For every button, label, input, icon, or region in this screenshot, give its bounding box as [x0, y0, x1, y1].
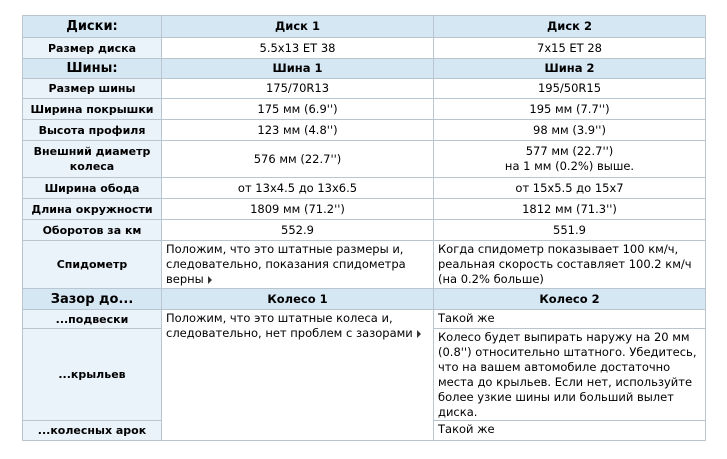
speedometer-row [23, 241, 706, 289]
speedometer-label: Спидометр [23, 241, 162, 289]
clearance-wheel-2-header: Колесо 2 [434, 289, 706, 310]
tire-2-outer-diameter [434, 141, 706, 178]
rim-width-label: Ширина обода [23, 178, 162, 199]
arrow-right-icon[interactable] [417, 330, 421, 338]
tire-1-speedometer-text: Положим, что это штатные размеры и, следовательно, показания спидометра верны [166, 242, 406, 286]
tire-2-header: Шина 2 [434, 59, 706, 79]
tire-1-speedometer [162, 241, 434, 289]
tires-section-label: Шины: [23, 59, 162, 79]
tire-1-circumference: 1809 мм (71.2'') [162, 199, 434, 220]
tire-1-size: 175/70R13 [162, 79, 434, 99]
tire-2-outer-diameter-diff: на 1 мм (0.2%) выше. [504, 159, 635, 173]
tire-2-size: 195/50R15 [434, 79, 706, 99]
fender-clearance-label: ...крыльев [23, 329, 162, 421]
tire-2-outer-diameter-value: 577 мм (22.7'') [525, 144, 614, 158]
table-row [23, 120, 706, 141]
table-row [23, 178, 706, 199]
clearance-wheel-1-header: Колесо 1 [162, 289, 434, 310]
outer-diameter-label: Внешний диаметр колеса [23, 141, 162, 178]
arrow-right-icon[interactable] [208, 276, 212, 284]
wheels-header-row [23, 16, 706, 38]
wheel-2-fender-clearance: Колесо будет выпирать наружу на 20 мм (0.8'') относительно штатного. Убедитесь, что на вашем автомобиле достаточно места до крыльев. Если нет, используйте более узкие шины или больший вылет диска. [434, 329, 706, 421]
wheel-size-row [23, 38, 706, 59]
tire-2-width: 195 мм (7.7'') [434, 99, 706, 120]
table-row [23, 99, 706, 120]
table-row [23, 220, 706, 241]
tire-2-revolutions-per-km: 551.9 [434, 220, 706, 241]
clearance-header-row [23, 289, 706, 310]
tire-2-rim-width: от 15x5.5 до 15x7 [434, 178, 706, 199]
table-row [23, 141, 706, 178]
profile-height-label: Высота профиля [23, 120, 162, 141]
wheel-1-clearance-text: Положим, что это штатные колеса и, следовательно, нет проблем с зазорами [166, 311, 413, 340]
tire-1-outer-diameter: 576 мм (22.7'') [162, 141, 434, 178]
arch-clearance-label: ...колесных арок [23, 421, 162, 441]
tire-width-label: Ширина покрышки [23, 99, 162, 120]
tire-2-speedometer: Когда спидометр показывает 100 км/ч, реальная скорость составляет 100.2 км/ч (на 0.2% больше) [434, 241, 706, 289]
wheel-tire-comparison-table [22, 15, 706, 441]
tire-1-rim-width: от 13x4.5 до 13x6.5 [162, 178, 434, 199]
tire-1-profile-height: 123 мм (4.8'') [162, 120, 434, 141]
table-row [23, 199, 706, 220]
wheel-2-arch-clearance: Такой же [434, 421, 706, 441]
clearance-section-label: Зазор до... [23, 289, 162, 310]
wheel-1-clearance [162, 310, 434, 441]
tire-2-circumference: 1812 мм (71.3'') [434, 199, 706, 220]
revolutions-per-km-label: Оборотов за км [23, 220, 162, 241]
circumference-label: Длина окружности [23, 199, 162, 220]
wheel-1-header: Диск 1 [162, 16, 434, 38]
tires-header-row [23, 59, 706, 79]
tire-2-profile-height: 98 мм (3.9'') [434, 120, 706, 141]
wheel-size-label: Размер диска [23, 38, 162, 59]
table-row [23, 310, 706, 329]
wheel-2-header: Диск 2 [434, 16, 706, 38]
tire-size-label: Размер шины [23, 79, 162, 99]
suspension-clearance-label: ...подвески [23, 310, 162, 329]
tire-1-width: 175 мм (6.9'') [162, 99, 434, 120]
table-row [23, 79, 706, 99]
tire-1-header: Шина 1 [162, 59, 434, 79]
wheel-2-size: 7x15 ET 28 [434, 38, 706, 59]
wheel-2-suspension-clearance: Такой же [434, 310, 706, 329]
wheels-section-label: Диски: [23, 16, 162, 38]
tire-1-revolutions-per-km: 552.9 [162, 220, 434, 241]
wheel-1-size: 5.5x13 ET 38 [162, 38, 434, 59]
